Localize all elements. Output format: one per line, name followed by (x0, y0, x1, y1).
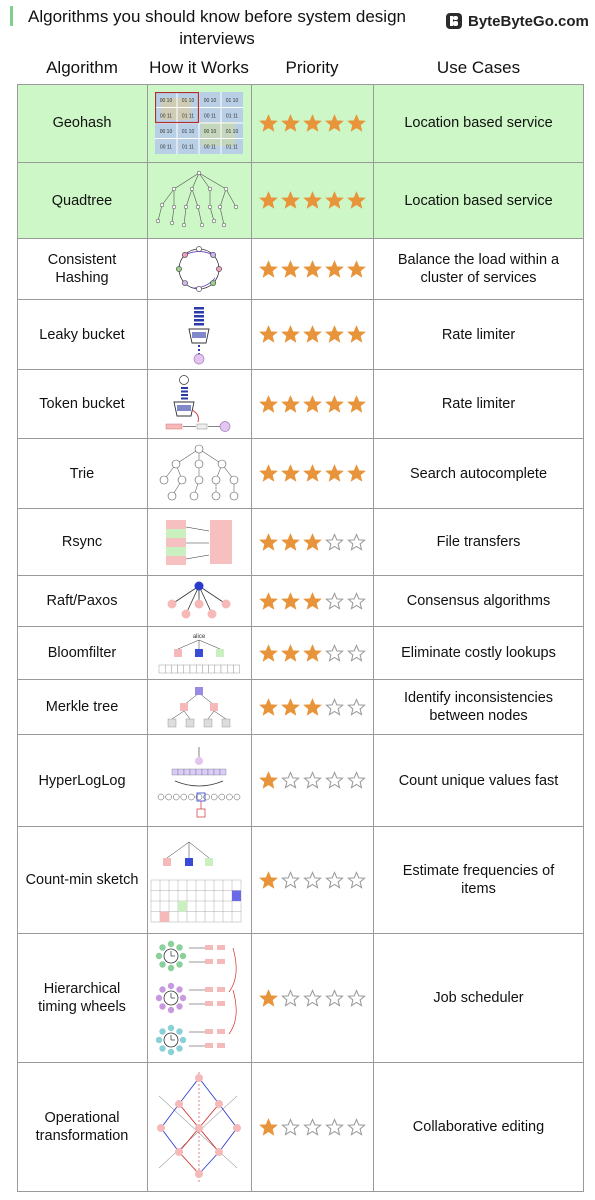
page-title: Algorithms you should know before system design interviews (28, 7, 406, 48)
use-case: Balance the load within a cluster of services (397, 252, 560, 286)
algorithm-name: HyperLogLog (38, 772, 126, 789)
svg-text:00 11: 00 11 (159, 144, 173, 151)
column-header-priority: Priority (285, 58, 339, 77)
use-case: Identify inconsistencies between nodes (403, 690, 554, 724)
use-case: Consensus algorithms (406, 593, 551, 609)
table-border (17, 84, 584, 1192)
column-header-algorithm: Algorithm (46, 58, 118, 77)
use-case: Eliminate costly lookups (401, 645, 556, 661)
svg-text:00 10: 00 10 (203, 98, 217, 104)
svg-text:00 10: 00 10 (203, 129, 217, 135)
algorithm-name: Trie (69, 465, 95, 482)
use-case: Location based service (404, 192, 553, 209)
brand-logo[interactable] (445, 10, 589, 32)
use-case: Job scheduler (433, 990, 524, 1006)
use-case: Count unique values fast (398, 772, 559, 789)
title-accent-bar (10, 6, 13, 26)
use-case: Estimate frequencies of items (402, 863, 555, 897)
svg-text:00 11: 00 11 (203, 144, 217, 151)
algorithm-name: Operational transformation (35, 1110, 129, 1144)
algorithm-name: Consistent Hashing (47, 252, 117, 286)
svg-text:01 11: 01 11 (225, 144, 239, 151)
use-case: File transfers (436, 534, 521, 550)
svg-text:00 10: 00 10 (159, 98, 173, 104)
algorithm-name: Rsync (61, 534, 103, 550)
use-case: Collaborative editing (412, 1119, 545, 1135)
svg-text:01 10: 01 10 (225, 129, 239, 135)
algorithm-name: Token bucket (39, 396, 125, 412)
algorithm-name: Quadtree (51, 192, 113, 209)
algorithm-name: Hierarchical timing wheels (38, 981, 126, 1015)
algorithm-name: Geohash (52, 115, 112, 131)
column-header-how-it-works: How it Works (149, 58, 249, 77)
svg-text:01 11: 01 11 (181, 113, 195, 120)
svg-text:01 10: 01 10 (225, 98, 239, 104)
svg-text:01 11: 01 11 (225, 113, 239, 120)
svg-text:00 11: 00 11 (203, 113, 217, 120)
svg-text:00 10: 00 10 (159, 129, 173, 135)
algorithm-name: Count-min sketch (25, 872, 139, 888)
svg-text:01 10: 01 10 (181, 129, 195, 135)
svg-text:00 11: 00 11 (159, 113, 173, 120)
bytebytego-logo-icon (445, 12, 463, 30)
svg-text:01 11: 01 11 (181, 144, 195, 151)
use-case: Rate limiter (441, 396, 516, 412)
algorithm-name: Leaky bucket (39, 326, 125, 343)
use-case: Location based service (404, 115, 553, 131)
use-case: Search autocomplete (409, 465, 548, 482)
algorithm-name: Bloomfilter (47, 645, 117, 661)
algorithm-name: Merkle tree (45, 699, 119, 715)
column-header-use-cases: Use Cases (436, 58, 521, 77)
algorithm-name: Raft/Paxos (46, 593, 118, 609)
algorithms-table (17, 84, 584, 1192)
brand-name: ByteByteGo.com (468, 12, 589, 30)
svg-text:01 10: 01 10 (181, 98, 195, 104)
svg-text:alice: alice (192, 634, 206, 640)
use-case: Rate limiter (441, 326, 516, 343)
